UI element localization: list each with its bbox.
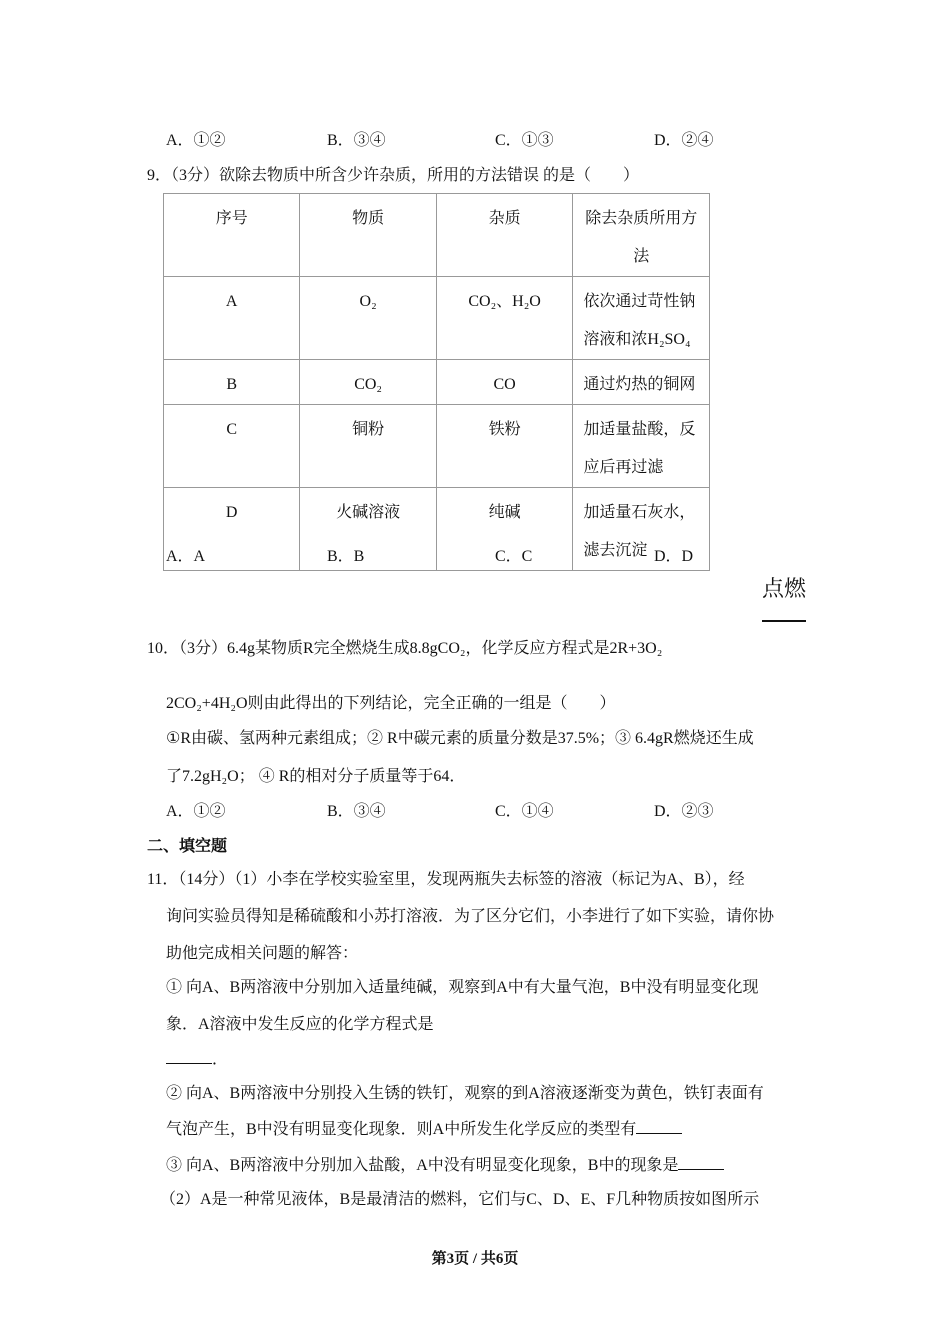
table-header-row <box>164 194 710 277</box>
q10-stem-line1: 10．（3分）6.4g某物质R完全燃烧生成8.8gCO₂，化学反应方程式是2R+3O₂ <box>147 640 663 657</box>
q10-option-d: D．②③ <box>654 803 714 820</box>
row-impurity: CO₂、H₂O <box>436 277 573 360</box>
header-cell: 杂质 <box>436 194 573 277</box>
q11-line2: 询问实验员得知是稀硫酸和小苏打溶液．为了区分它们，小李进行了如下实验，请你协 <box>166 908 775 925</box>
q9-option-c: C．C <box>495 548 533 565</box>
q11-line10: （2）A是一种常见液体，B是最清洁的燃料，它们与C、D、E、F几种物质按如图所示 <box>160 1191 760 1208</box>
q11-line6: ． <box>212 1051 229 1068</box>
row-id: B <box>164 360 300 405</box>
table-row <box>164 405 710 488</box>
row-substance: 火碱溶液 <box>300 488 436 571</box>
q8-option-c: C．①③ <box>495 132 554 149</box>
row-substance: CO₂ <box>300 360 436 405</box>
row-id: C <box>164 405 300 488</box>
row-impurity: 铁粉 <box>436 405 573 488</box>
q11-line4: ① 向A、B两溶液中分别加入适量纯碱，观察到A中有大量气泡，B中没有明显变化现 <box>166 979 759 996</box>
q11-line6-row <box>166 1046 228 1069</box>
header-cell: 除去杂质所用方法 <box>573 194 710 277</box>
row-substance: O₂ <box>300 277 436 360</box>
q11-line1: 11．（14分）（1）小李在学校实验室里，发现两瓶失去标签的溶液（标记为A、B），经 <box>147 871 745 888</box>
table-row <box>164 488 710 571</box>
table-row <box>164 277 710 360</box>
row-method: 加适量石灰水，滤去沉淀 <box>573 488 710 571</box>
q10-option-a: A．①② <box>166 803 226 820</box>
q11-line8-row <box>166 1116 682 1139</box>
section-title: 二、填空题 <box>147 838 228 855</box>
q10-option-b: B．③④ <box>327 803 386 820</box>
row-method: 通过灼热的铜网 <box>573 360 710 405</box>
header-cell: 序号 <box>164 194 300 277</box>
q11-line3: 助他完成相关问题的解答： <box>166 945 359 962</box>
q8-option-b: B．③④ <box>327 132 386 149</box>
q10-stem-line2: 2CO₂+4H₂O则由此得出的下列结论，完全正确的一组是（ ） <box>166 695 616 712</box>
q10-option-c: C．①④ <box>495 803 554 820</box>
row-impurity: CO <box>436 360 573 405</box>
q11-line9-row <box>166 1152 724 1175</box>
answer-blank[interactable] <box>678 1155 724 1170</box>
q8-option-a: A．①② <box>166 132 226 149</box>
q9-table <box>163 193 710 571</box>
reaction-condition: 点燃 <box>762 576 807 601</box>
q8-option-d: D．②④ <box>654 132 714 149</box>
q11-line7: ② 向A、B两溶液中分别投入生锈的铁钉，观察的到A溶液逐渐变为黄色，铁钉表面有 <box>166 1085 764 1102</box>
row-id: D <box>164 488 300 571</box>
row-id: A <box>164 277 300 360</box>
q11-line5: 象．A溶液中发生反应的化学方程式是 <box>166 1016 434 1033</box>
q9-option-a: A．A <box>166 548 206 565</box>
answer-blank[interactable] <box>166 1049 212 1064</box>
q9-option-d: D．D <box>654 548 694 565</box>
header-cell: 物质 <box>300 194 436 277</box>
page-footer: 第3页 / 共6页 <box>431 1251 519 1267</box>
q10-stem-line4: 了7.2gH₂O； ④ R的相对分子质量等于64． <box>166 768 466 785</box>
q9-stem: 9．（3分）欲除去物质中所含少许杂质，所用的方法错误 的是（ ） <box>147 167 640 184</box>
q10-stem-line3: ①R由碳、氢两种元素组成；② R中碳元素的质量分数是37.5%；③ 6.4gR燃烧还生成 <box>166 730 754 747</box>
row-impurity: 纯碱 <box>436 488 573 571</box>
reaction-arrow-line <box>762 620 806 622</box>
q11-line8: 气泡产生，B中没有明显变化现象．则A中所发生化学反应的类型有 <box>166 1121 637 1138</box>
row-method: 加适量盐酸，反应后再过滤 <box>573 405 710 488</box>
q11-line9: ③ 向A、B两溶液中分别加入盐酸，A中没有明显变化现象，B中的现象是 <box>166 1157 679 1174</box>
row-substance: 铜粉 <box>300 405 436 488</box>
q9-option-b: B．B <box>327 548 365 565</box>
row-method: 依次通过苛性钠溶液和浓H₂SO₄ <box>573 277 710 360</box>
table-row <box>164 360 710 405</box>
answer-blank[interactable] <box>636 1119 682 1134</box>
